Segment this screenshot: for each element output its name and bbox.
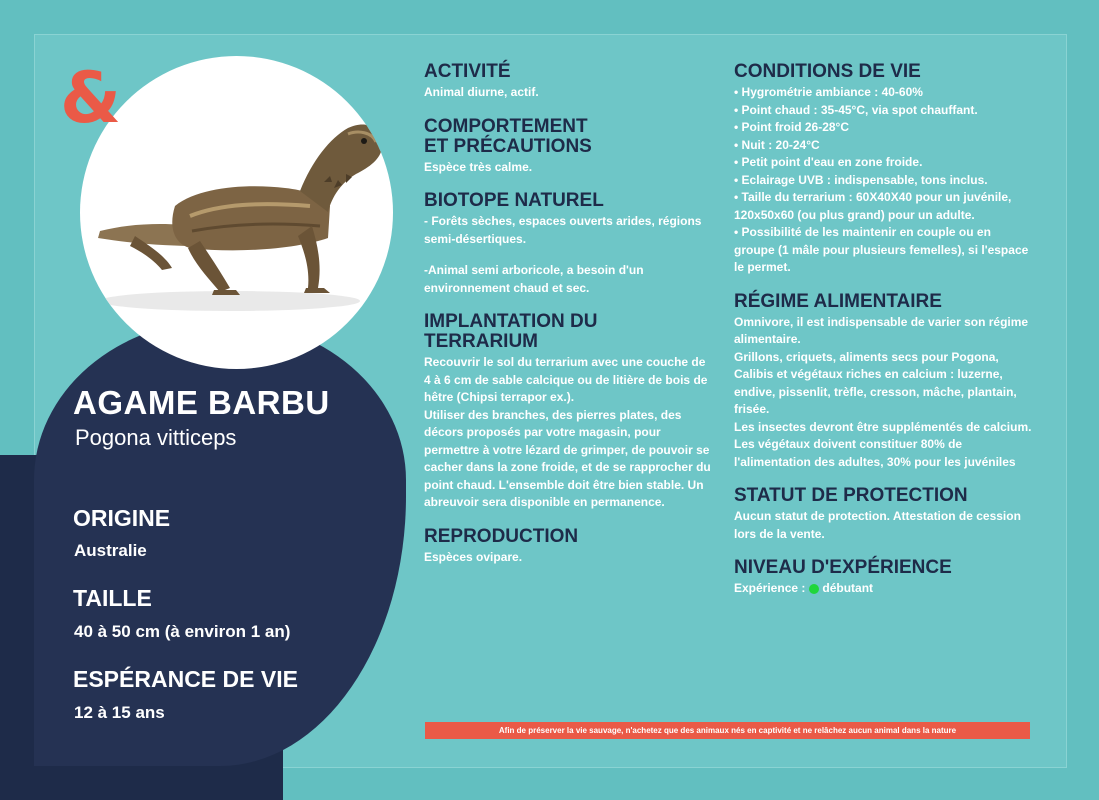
origin-label: ORIGINE: [73, 505, 171, 531]
life-expectancy-label: ESPÉRANCE DE VIE: [73, 666, 298, 692]
section-text: • Taille du terrarium : 60X40X40 pour un juvénile, 120x50x60 (ou plus grand) pour un adulte.: [734, 190, 1012, 222]
section-title: RÉGIME ALIMENTAIRE: [734, 290, 942, 312]
species-name: AGAME BARBU: [73, 384, 330, 421]
section-title: STATUT DE PROTECTION: [734, 485, 968, 506]
section-reproduction: [424, 527, 714, 567]
section-text: Aucun statut de protection. Attestation de cession lors de la vente.: [734, 509, 1021, 541]
section-title: REPRODUCTION: [424, 525, 579, 547]
section-text: • Petit point d'eau en zone froide.: [734, 155, 923, 169]
section-text: Espèce très calme.: [424, 159, 533, 174]
section-title: BIOTOPE NATUREL: [424, 190, 604, 211]
section-text: • Hygrométrie ambiance : 40-60%: [734, 85, 923, 99]
warning-banner: Afin de préserver la vie sauvage, n'achetez que des animaux nés en captivité et ne relâchez aucun animal dans la nature: [425, 722, 1030, 739]
section-text: • Eclairage UVB : indispensable, tons inclus.: [734, 172, 988, 187]
section-title: ACTIVITÉ: [424, 61, 511, 82]
species-latin-name: Pogona vitticeps: [75, 425, 237, 450]
section-implantation: [424, 312, 714, 512]
svg-text:&: &: [60, 57, 122, 138]
section-conditions: [734, 62, 1032, 277]
section-comportement: [424, 117, 714, 177]
section-regime: [734, 292, 1032, 472]
section-activite: [424, 62, 714, 102]
section-niveau: [734, 558, 1032, 598]
section-text: Utiliser des branches, des pierres plates, des décors proposés par votre magasin, pour permettre à votre lézard de grimper, de pouvoir se cacher dans la zone froide, et de se rapprocher du point chaud. L'ensemble doit être bien stable. Un abreuvoir sera disponible en permanence.: [424, 407, 711, 509]
right-column: [734, 62, 1032, 598]
section-text: Les insectes devront être supplémentés de calcium.: [734, 419, 1032, 434]
beginner-dot-icon: [809, 584, 819, 594]
section-text: - Forêts sèches, espaces ouverts arides, régions semi-désertiques.: [424, 214, 702, 246]
section-text: Espèces ovipare.: [424, 549, 523, 564]
brand-logo: [56, 56, 138, 138]
size-label: TAILLE: [73, 585, 152, 611]
section-title: COMPORTEMENT: [424, 115, 588, 137]
section-text: Omnivore, il est indispensable de varier son régime alimentaire.: [734, 314, 1029, 346]
section-biotope: [424, 191, 714, 297]
experience-label: Expérience :: [734, 581, 806, 595]
section-title: TERRARIUM: [424, 331, 538, 352]
section-text: Recouvrir le sol du terrarium avec une couche de 4 à 6 cm de sable calcique ou de litière de bois de hêtre (Chipsi terrapor ex.).: [424, 355, 708, 404]
section-title: CONDITIONS DE VIE: [734, 61, 921, 82]
origin-value: Australie: [74, 541, 147, 560]
size-value: 40 à 50 cm (à environ 1 an): [74, 622, 291, 641]
section-title: ET PRÉCAUTIONS: [424, 135, 592, 157]
section-text: • Point froid 26-28°C: [734, 120, 850, 134]
section-text: • Possibilité de les maintenir en couple ou en groupe (1 mâle pour plusieurs femelles), si l'espace le permet.: [734, 225, 1029, 274]
experience-value: débutant: [822, 581, 874, 595]
section-text: Les végétaux doivent constituer 80% de l'alimentation des adultes, 30% pour les juvéniles: [734, 437, 1016, 469]
life-expectancy-value: 12 à 15 ans: [74, 703, 165, 722]
section-text: Grillons, criquets, aliments secs pour Pogona, Calibis et végétaux riches en calcium : luzerne, endive, pissenlit, trèfle, cresson, mâche, plantain, frisée.: [734, 349, 1017, 416]
section-statut: [734, 486, 1032, 543]
section-text: -Animal semi arboricole, a besoin d'un environnement chaud et sec.: [424, 263, 644, 295]
section-text: • Point chaud : 35-45°C, via spot chauffant.: [734, 102, 978, 117]
section-text: Animal diurne, actif.: [424, 85, 539, 99]
section-title: NIVEAU D'EXPÉRIENCE: [734, 557, 952, 578]
middle-column: [424, 62, 714, 566]
section-title: IMPLANTATION DU: [424, 311, 598, 332]
section-text: • Nuit : 20-24°C: [734, 137, 820, 152]
